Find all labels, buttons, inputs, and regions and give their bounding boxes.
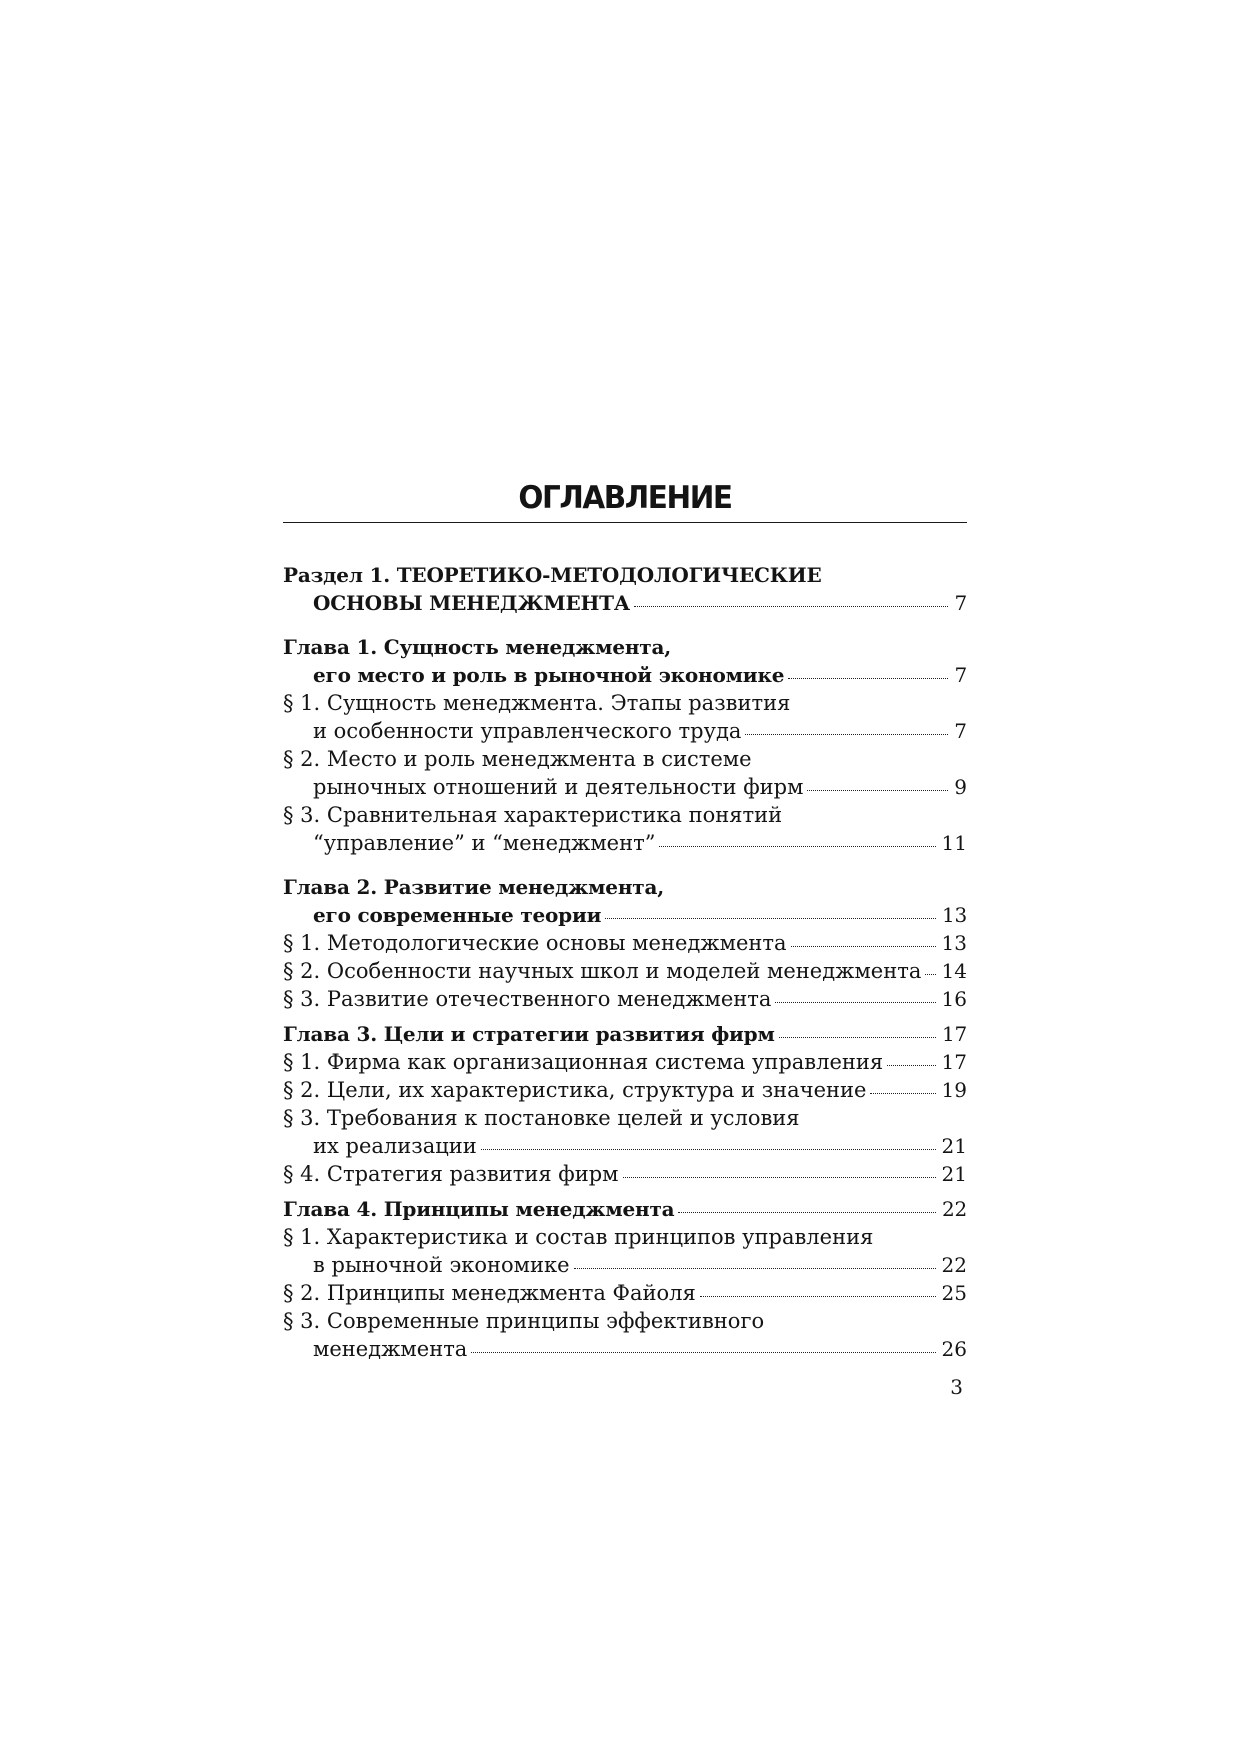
ch1-par1-line-2: и особенности управленческого труда	[313, 719, 742, 743]
page-number: 3	[950, 1375, 963, 1399]
chapter-3-title: Глава 3. Цели и стратегии развития фирм	[283, 1022, 775, 1046]
chapter-4-page: 22	[941, 1197, 967, 1221]
page-title: ОГЛАВЛЕНИЕ	[518, 480, 732, 516]
ch1-par3-page: 11	[941, 831, 967, 855]
ch2-par1-entry[interactable]	[283, 929, 967, 957]
ch1-par3-line-2: “управление” и “менеджмент”	[313, 831, 656, 855]
dot-leader	[634, 606, 949, 607]
ch1-par2-page: 9	[954, 775, 967, 799]
title-divider	[283, 522, 967, 523]
ch3-par1-line-1: § 1. Фирма как организационная система управления	[283, 1050, 884, 1074]
ch4-par2-page: 25	[941, 1281, 967, 1305]
chapter-1-title-line-2: его место и роль в рыночной экономике	[313, 663, 785, 687]
ch1-par2-entry[interactable]	[283, 773, 967, 801]
ch3-par1-page: 17	[941, 1050, 967, 1074]
chapter-3-page: 17	[941, 1022, 967, 1046]
table-of-contents-page	[283, 478, 967, 1401]
ch2-par2-page: 14	[941, 959, 967, 983]
ch4-par1-line-2: в рыночной экономике	[313, 1253, 570, 1277]
ch4-par3-entry[interactable]	[283, 1335, 967, 1363]
dot-leader	[659, 846, 935, 847]
ch1-par2-line-2: рыночных отношений и деятельности фирм	[313, 775, 804, 799]
dot-leader	[779, 1037, 936, 1038]
ch1-par1-page: 7	[954, 719, 967, 743]
chapter-4-title: Глава 4. Принципы менеджмента	[283, 1197, 675, 1221]
dot-leader	[775, 1002, 935, 1003]
chapter-2-page: 13	[941, 903, 967, 927]
dot-leader	[745, 734, 948, 735]
dot-leader	[481, 1149, 936, 1150]
section-1-entry[interactable]	[283, 589, 967, 617]
ch4-par3-line-1: § 3. Современные принципы эффективного	[283, 1309, 765, 1333]
ch2-par3-entry[interactable]	[283, 985, 967, 1013]
ch3-par2-page: 19	[941, 1078, 967, 1102]
ch2-par3-line-1: § 3. Развитие отечественного менеджмента	[283, 987, 772, 1011]
dot-leader	[700, 1296, 936, 1297]
ch2-par3-page: 16	[941, 987, 967, 1011]
ch1-par3-line-1: § 3. Сравнительная характеристика понятий	[283, 803, 783, 827]
dot-leader	[925, 974, 935, 975]
ch1-par1-entry[interactable]	[283, 717, 967, 745]
dot-leader	[471, 1352, 935, 1353]
ch3-par3-entry[interactable]	[283, 1132, 967, 1160]
ch1-par1-line-1: § 1. Сущность менеджмента. Этапы развития	[283, 691, 791, 715]
dot-leader	[887, 1065, 935, 1066]
ch4-par2-entry[interactable]	[283, 1279, 967, 1307]
dot-leader	[807, 790, 948, 791]
ch3-par4-page: 21	[941, 1162, 967, 1186]
chapter-3-entry[interactable]	[283, 1020, 967, 1048]
ch2-par2-entry[interactable]	[283, 957, 967, 985]
dot-leader	[623, 1177, 936, 1178]
ch1-par2-line-1: § 2. Место и роль менеджмента в системе	[283, 747, 752, 771]
section-1-title-line-2: ОСНОВЫ МЕНЕДЖМЕНТА	[313, 591, 630, 615]
ch2-par1-page: 13	[941, 931, 967, 955]
ch4-par1-entry[interactable]	[283, 1251, 967, 1279]
dot-leader	[791, 946, 936, 947]
ch4-par3-page: 26	[941, 1337, 967, 1361]
toc-list	[283, 561, 967, 1363]
ch3-par3-line-2: их реализации	[313, 1134, 477, 1158]
ch2-par2-line-1: § 2. Особенности научных школ и моделей менеджмента	[283, 959, 922, 983]
chapter-2-title-line-2: его современные теории	[313, 903, 602, 927]
ch2-par1-line-1: § 1. Методологические основы менеджмента	[283, 931, 787, 955]
ch4-par1-line-1: § 1. Характеристика и состав принципов управления	[283, 1225, 874, 1249]
chapter-1-page: 7	[954, 663, 967, 687]
ch3-par3-line-1: § 3. Требования к постановке целей и условия	[283, 1106, 800, 1130]
ch4-par2-line-1: § 2. Принципы менеджмента Файоля	[283, 1281, 696, 1305]
dot-leader	[788, 678, 948, 679]
chapter-4-entry[interactable]	[283, 1195, 967, 1223]
ch1-par3-entry[interactable]	[283, 829, 967, 857]
ch3-par4-line-1: § 4. Стратегия развития фирм	[283, 1162, 619, 1186]
ch3-par2-entry[interactable]	[283, 1076, 967, 1104]
section-1-title-line-1: Раздел 1. ТЕОРЕТИКО-МЕТОДОЛОГИЧЕСКИЕ	[283, 563, 822, 587]
chapter-2-entry[interactable]	[283, 901, 967, 929]
chapter-1-title-line-1: Глава 1. Сущность менеджмента,	[283, 635, 672, 659]
ch3-par1-entry[interactable]	[283, 1048, 967, 1076]
dot-leader	[574, 1268, 936, 1269]
dot-leader	[605, 918, 936, 919]
section-1-page: 7	[954, 591, 967, 615]
ch3-par4-entry[interactable]	[283, 1160, 967, 1188]
dot-leader	[678, 1212, 936, 1213]
chapter-1-entry[interactable]	[283, 661, 967, 689]
chapter-2-title-line-1: Глава 2. Развитие менеджмента,	[283, 875, 664, 899]
ch4-par3-line-2: менеджмента	[313, 1337, 468, 1361]
ch3-par3-page: 21	[941, 1134, 967, 1158]
dot-leader	[870, 1093, 935, 1094]
ch4-par1-page: 22	[941, 1253, 967, 1277]
ch3-par2-line-1: § 2. Цели, их характеристика, структура и значение	[283, 1078, 867, 1102]
